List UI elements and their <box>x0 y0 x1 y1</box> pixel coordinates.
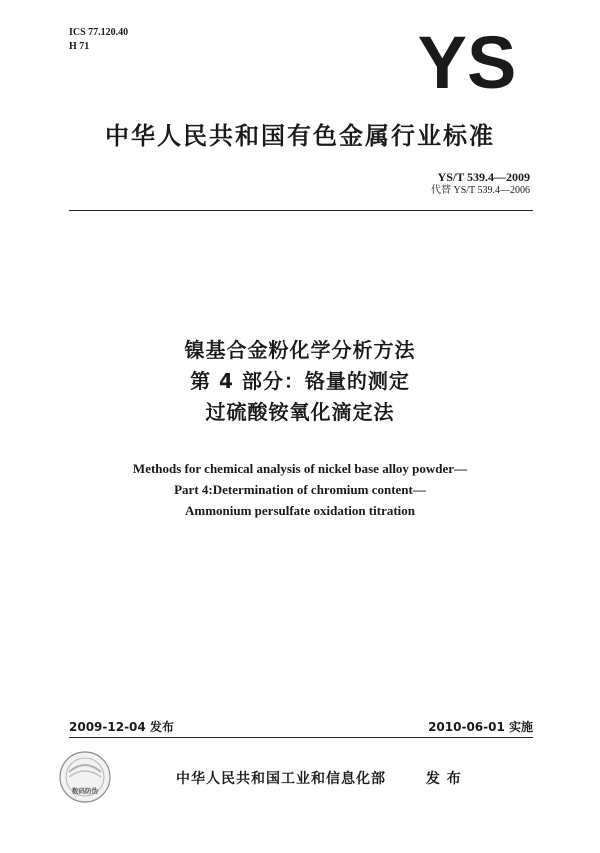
issuer-name: 中华人民共和国工业和信息化部 <box>176 771 386 787</box>
classification-codes <box>69 26 128 54</box>
seal-text: 数码防伪 <box>72 787 98 795</box>
standard-number: YS/T 539.4—2009 <box>437 170 530 184</box>
issuing-authority <box>176 768 462 788</box>
english-title <box>0 458 600 521</box>
bottom-divider <box>69 737 533 738</box>
publish-date: 2009-12-04 发布 <box>69 720 174 734</box>
english-title-line-2: Part 4:Determination of chromium content— <box>174 482 426 497</box>
ccs-code: H 71 <box>69 41 90 52</box>
ys-logo <box>404 30 530 94</box>
top-divider <box>69 210 533 211</box>
english-title-line-1: Methods for chemical analysis of nickel base alloy powder— <box>132 461 468 476</box>
chinese-title-line-1: 镍基合金粉化学分析方法 <box>184 338 416 362</box>
standard-number-block <box>431 171 530 197</box>
issue-label: 发 布 <box>425 771 462 787</box>
chinese-title-line-2: 第 4 部分：铬量的测定 <box>190 369 410 393</box>
effective-date: 2010-06-01 实施 <box>428 720 533 734</box>
industry-standard-title: 中华人民共和国有色金属行业标准 <box>105 122 495 150</box>
ics-code: ICS 77.120.40 <box>69 27 129 38</box>
chinese-title <box>0 335 600 428</box>
english-title-line-3: Ammonium persulfate oxidation titration <box>184 503 416 518</box>
anti-counterfeit-seal-icon <box>58 750 112 804</box>
chinese-title-line-3: 过硫酸铵氧化滴定法 <box>205 400 395 424</box>
replaces-standard: 代替 YS/T 539.4—2006 <box>431 185 530 196</box>
ys-logo-text: YS <box>417 30 517 94</box>
